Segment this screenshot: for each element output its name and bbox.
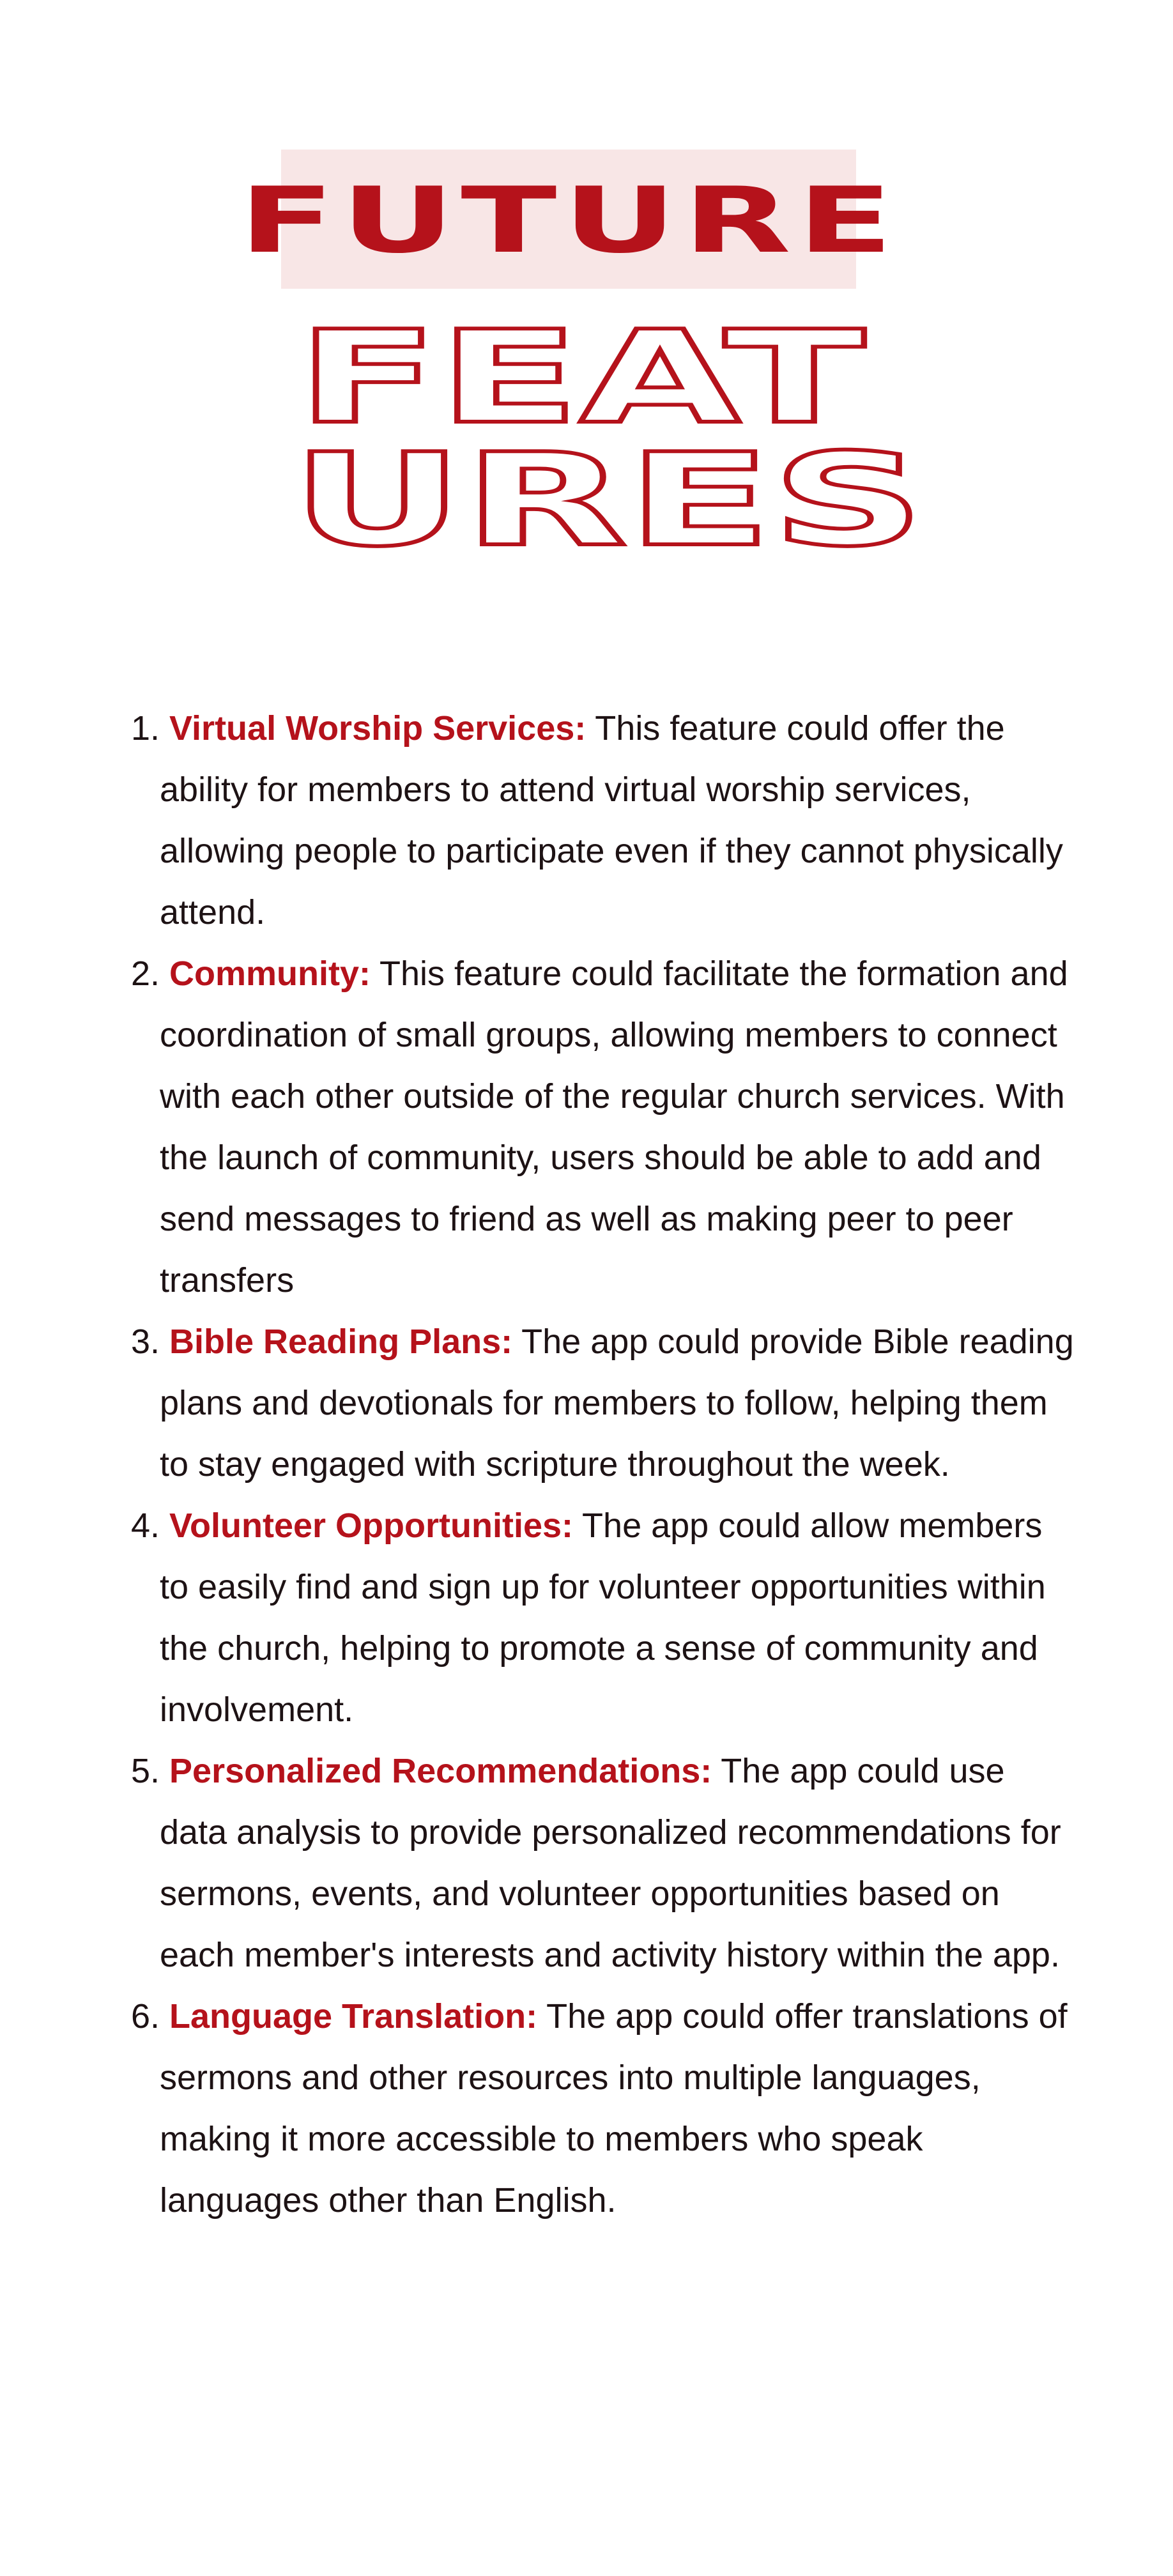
feature-name: Bible Reading Plans: <box>169 1322 513 1361</box>
feature-item <box>109 1740 1080 1986</box>
title-badge-text: FUTURE <box>238 168 899 273</box>
outline-title-line-1-text: FEAT <box>296 303 865 452</box>
feature-number: 3. <box>130 1322 160 1361</box>
feature-name: Virtual Worship Services: <box>169 709 586 747</box>
feature-description: The app could use data analysis to provide personalized recommendations for sermons, events, and volunteer opportunities based on each member's interests and activity history within the app. <box>160 1752 1061 1974</box>
feature-body <box>160 943 1080 1311</box>
feature-body <box>160 1495 1080 1740</box>
feature-number: 1. <box>130 709 160 747</box>
feature-number: 2. <box>130 954 160 993</box>
feature-description: This feature could offer the ability for members to attend virtual worship services, allowing people to participate even if they cannot physically attend. <box>160 709 1063 931</box>
feature-item <box>109 943 1080 1311</box>
feature-body <box>160 1311 1080 1495</box>
feature-number: 6. <box>130 1997 160 2035</box>
outline-title-line-1 <box>0 303 1173 452</box>
feature-number: 5. <box>130 1752 160 1790</box>
feature-description: This feature could facilitate the formation and coordination of small groups, allowing members to connect with each other outside of the regular church services. With the launch of community, users should be able to add and send messages to friend as well as making peer to peer transfers <box>160 954 1068 1300</box>
feature-description: The app could allow members to easily find and sign up for volunteer opportunities within the church, helping to promote a sense of community and involvement. <box>160 1506 1046 1729</box>
feature-name: Language Translation: <box>169 1997 538 2035</box>
feature-name: Community: <box>169 954 371 993</box>
feature-description: The app could offer translations of sermons and other resources into multiple languages, making it more accessible to members who speak languages other than English. <box>160 1997 1068 2220</box>
outline-title-line-2-text: URES <box>291 426 925 575</box>
feature-description: The app could provide Bible reading plans and devotionals for members to follow, helping them to stay engaged with scripture throughout the week. <box>160 1322 1074 1483</box>
feature-item <box>109 1311 1080 1495</box>
feature-body <box>160 1740 1080 1986</box>
feature-name: Volunteer Opportunities: <box>169 1506 574 1545</box>
outline-title-line-2 <box>0 426 1173 575</box>
feature-item <box>109 698 1080 943</box>
feature-item <box>109 1495 1080 1740</box>
feature-body <box>160 1986 1080 2231</box>
feature-body <box>160 698 1080 943</box>
feature-name: Personalized Recommendations: <box>169 1752 712 1790</box>
features-list <box>109 698 1080 2231</box>
title-badge <box>238 150 899 289</box>
feature-number: 4. <box>130 1506 160 1545</box>
feature-item <box>109 1986 1080 2231</box>
